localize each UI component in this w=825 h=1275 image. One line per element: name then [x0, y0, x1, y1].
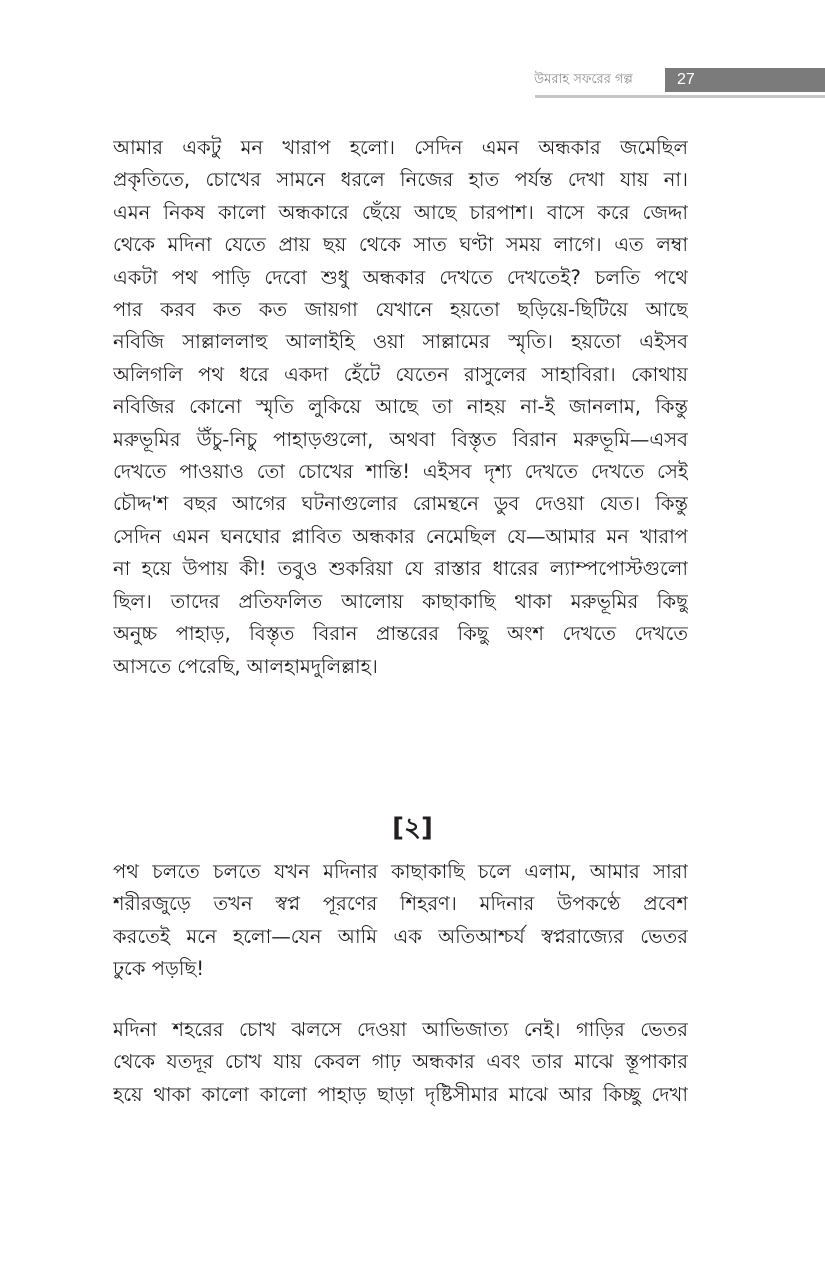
section-heading: [২]: [392, 813, 433, 843]
running-head: [530, 68, 825, 92]
text-line: না হয়ে উপায় কী! তবুও শুকরিয়া যে রাস্তার ধারের ল্যাম্পপোস্টগুলো: [113, 557, 688, 581]
body-text-block: [113, 1014, 688, 1111]
page-number-box: [665, 68, 825, 92]
running-head-title: উমরাহ সফরের গল্প: [534, 72, 633, 87]
body-text-block: [113, 856, 688, 986]
text-line: শরীরজুড়ে তখন স্বপ্ন পূরণের শিহরণ। মদিনার উপকণ্ঠে প্রবেশ: [113, 892, 688, 916]
text-line: থেকে যতদূর চোখ যায় কেবল গাঢ় অন্ধকার এবং তার মাঝে স্তূপাকার: [113, 1050, 688, 1074]
text-line: নবিজির কোনো স্মৃতি লুকিয়ে আছে তা নাহয় না-ই জানলাম, কিন্তু: [113, 395, 688, 419]
text-line: করতেই মনে হলো—যেন আমি এক অতিআশ্চর্য স্বপ্নরাজ্যের ভেতর: [113, 924, 688, 948]
text-line: প্রকৃতিতে, চোখের সামনে ধরলে নিজের হাত পর্যন্ত দেখা যায় না।: [113, 168, 688, 192]
text-line: হয়ে থাকা কালো কালো পাহাড় ছাড়া দৃষ্টিসীমার মাঝে আর কিচ্ছু দেখা: [113, 1082, 688, 1106]
text-line: দেখতে পাওয়াও তো চোখের শান্তি! এইসব দৃশ্য দেখতে দেখতে সেই: [113, 460, 688, 484]
text-line: নবিজি সাল্লাললাহু আলাইহি ওয়া সাল্লামের স্মৃতি। হয়তো এইসব: [113, 330, 688, 354]
text-line: অনুচ্চ পাহাড়, বিস্তৃত বিরান প্রান্তরের কিছু অংশ দেখতে দেখতে: [113, 622, 688, 646]
text-line: অলিগলি পথ ধরে একদা হেঁটে যেতেন রাসুলের সাহাবিরা। কোথায়: [113, 362, 688, 386]
paragraph: [113, 132, 688, 683]
text-line: সেদিন এমন ঘনঘোর প্লাবিত অন্ধকার নেমেছিল যে—আমার মন খারাপ: [113, 524, 688, 548]
text-line: একটা পথ পাড়ি দেবো শুধু অন্ধকার দেখতে দেখতেই? চলতি পথে: [113, 265, 688, 289]
page-number: 27: [677, 71, 695, 88]
paragraph: [113, 1014, 688, 1111]
text-line: আমার একটু মন খারাপ হলো। সেদিন এমন অন্ধকার জমেছিল: [113, 136, 688, 159]
text-line: মদিনা শহরের চোখ ঝলসে দেওয়া আভিজাত্য নেই। গাড়ির ভেতর: [113, 1018, 688, 1041]
header-rule: [535, 95, 825, 98]
text-line: ঢুকে পড়ছি!: [113, 957, 205, 981]
text-line: থেকে মদিনা যেতে প্রায় ছয় থেকে সাত ঘণ্টা সময় লাগে। এত লম্বা: [113, 233, 688, 257]
text-line: চৌদ্দ'শ বছর আগের ঘটনাগুলোর রোমন্থনে ডুব দেওয়া যেত। কিন্তু: [113, 492, 688, 516]
text-line: পথ চলতে চলতে যখন মদিনার কাছাকাছি চলে এলাম, আমার সারা: [113, 860, 688, 883]
text-line: মরুভূমির উঁচু-নিচু পাহাড়গুলো, অথবা বিস্তৃত বিরান মরুভূমি—এসব: [113, 427, 688, 451]
body-text-block: [113, 132, 688, 683]
text-line: এমন নিকষ কালো অন্ধকারে ছেঁয়ে আছে চারপাশ। বাসে করে জেদ্দা: [113, 200, 688, 224]
paragraph: [113, 856, 688, 986]
text-line: ছিল। তাদের প্রতিফলিত আলোয় কাছাকাছি থাকা মরুভূমির কিছু: [113, 589, 688, 613]
text-line: পার করব কত কত জায়গা যেখানে হয়তো ছড়িয়ে-ছিটিয়ে আছে: [113, 298, 688, 322]
text-line: আসতে পেরেছি, আলহামদুলিল্লাহ।: [113, 654, 378, 678]
